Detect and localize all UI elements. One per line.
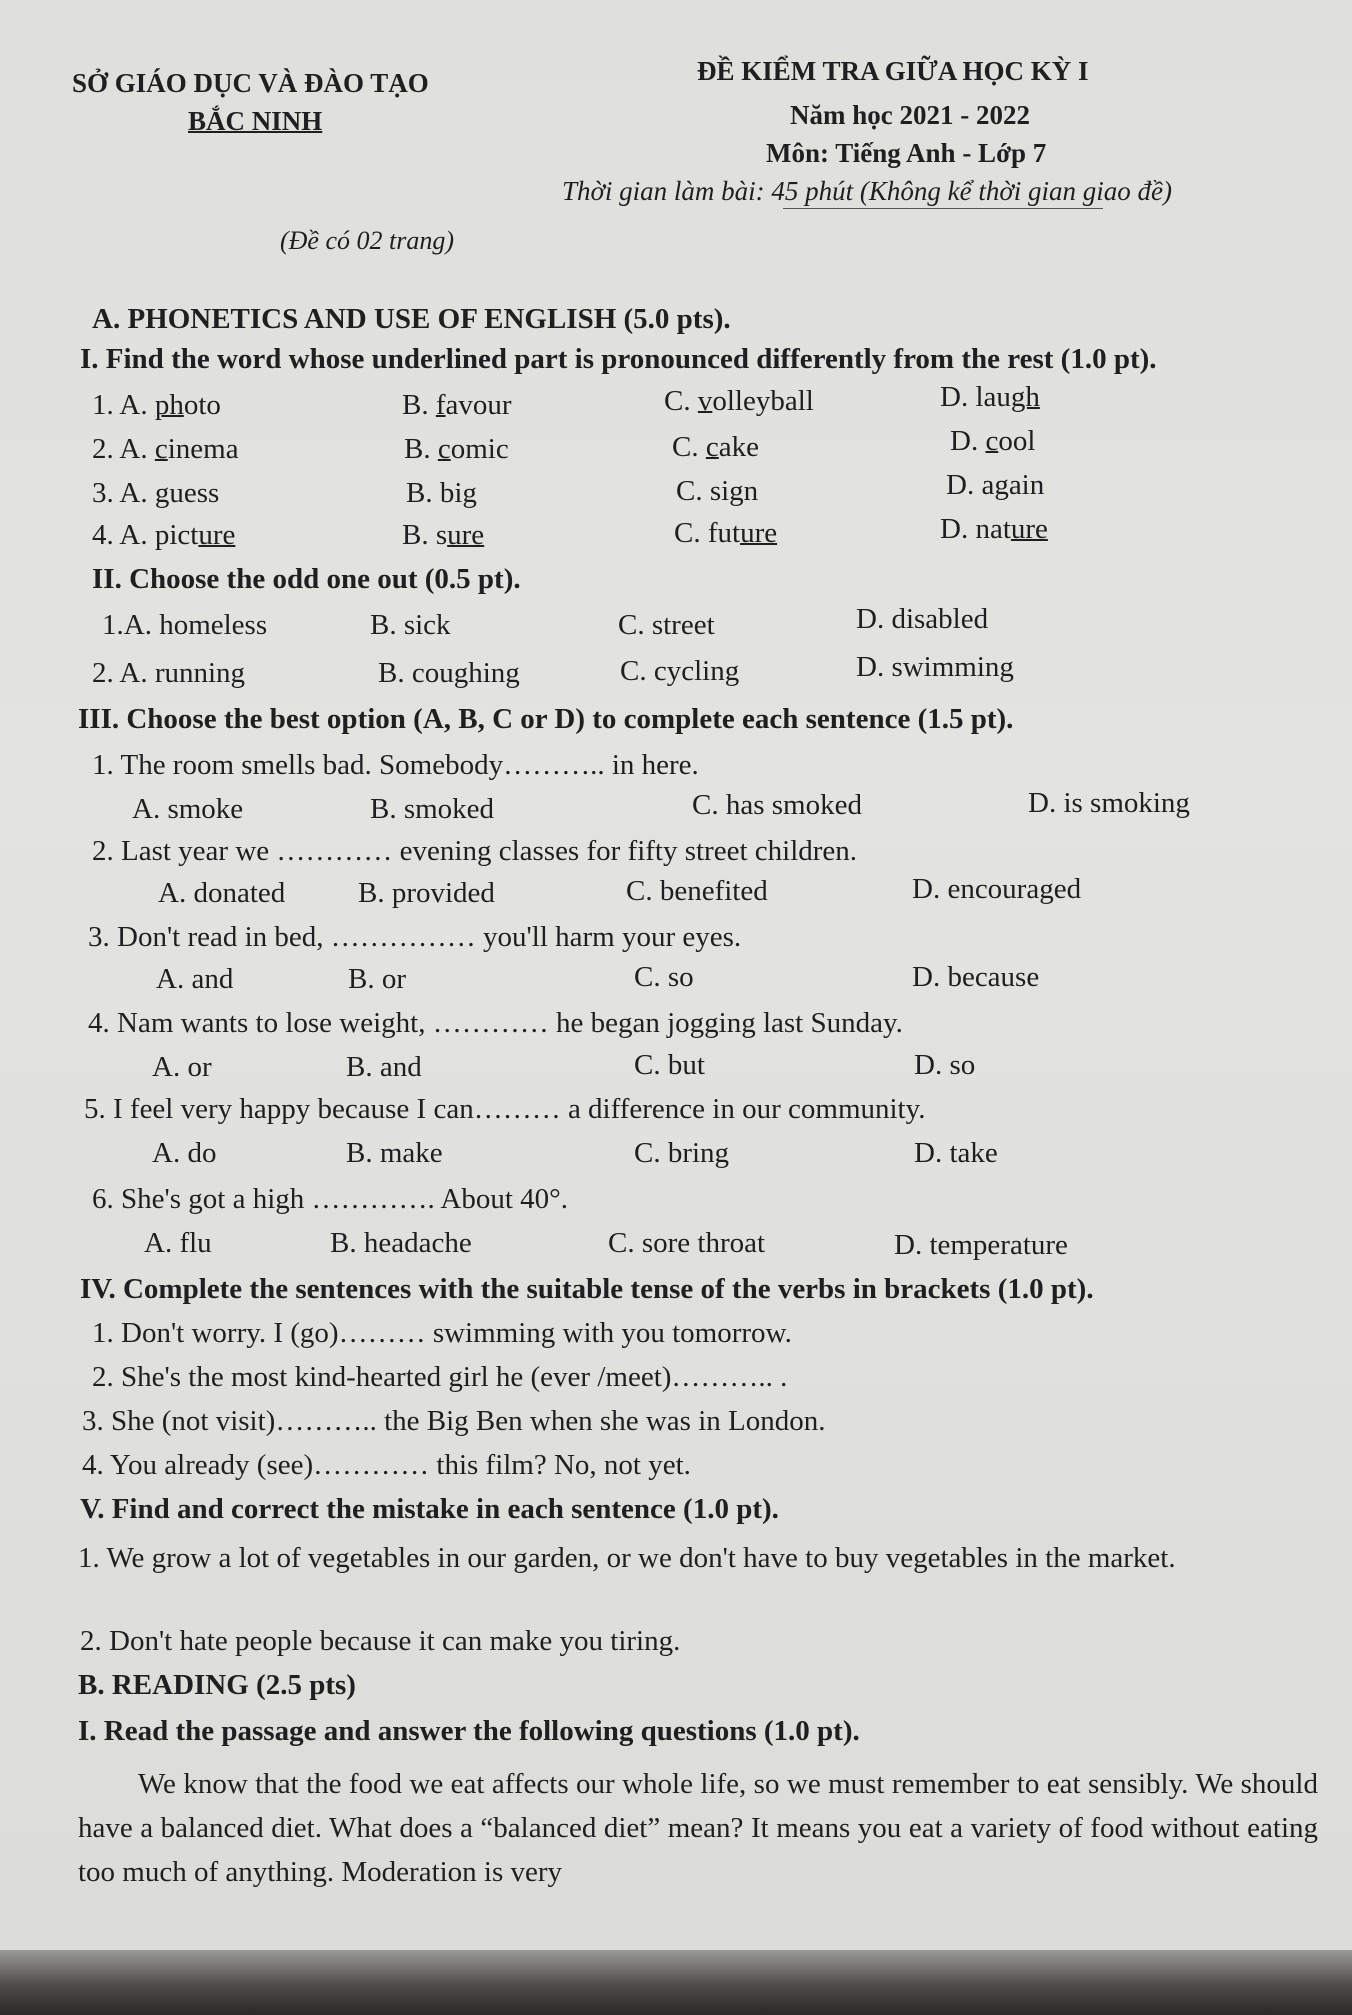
p2-q2-c: C. cycling	[620, 655, 740, 687]
p3-q3-c: C. so	[634, 961, 694, 993]
p1-q3-c: C. sign	[676, 475, 759, 507]
exam-title: ĐỀ KIỂM TRA GIỮA HỌC KỲ I	[697, 56, 1089, 86]
p1-q3-d: D. again	[946, 469, 1045, 501]
p2-q1-c: C. street	[618, 609, 715, 641]
p1-q3-b: B. big	[406, 477, 477, 509]
p4-q4: 4. You already (see)………… this film? No, not yet.	[82, 1449, 691, 1481]
p3-q6-stem: 6. She's got a high …………. About 40°.	[92, 1183, 568, 1215]
reading-part1-title: I. Read the passage and answer the following questions (1.0 pt).	[78, 1715, 860, 1747]
p3-q1-b: B. smoked	[370, 793, 495, 825]
p1-q1-d: D. laugh	[940, 381, 1040, 413]
p3-q2-d: D. encouraged	[912, 873, 1082, 905]
p4-q3: 3. She (not visit)……….. the Big Ben when she was in London.	[82, 1405, 826, 1437]
p2-q2-d: D. swimming	[856, 651, 1014, 683]
reading-passage: We know that the food we eat affects our whole life, so we must remember to eat sensibly. We should have a balanced diet. What does a “balanced diet” mean? It means you eat a variety of food without eating too much of anything. Moderation is very	[78, 1768, 1318, 1888]
p3-q4-b: B. and	[346, 1051, 422, 1083]
p1-q2-d: D. cool	[950, 425, 1036, 457]
p2-q2-b: B. coughing	[378, 657, 520, 689]
p3-q5-a: A. do	[152, 1137, 217, 1169]
p3-q2-b: B. provided	[358, 877, 495, 909]
p3-q4-c: C. but	[634, 1049, 705, 1081]
p3-q6-c: C. sore throat	[608, 1227, 766, 1259]
p3-q3-stem: 3. Don't read in bed, …………… you'll harm your eyes.	[88, 921, 742, 953]
time-underline	[783, 208, 1103, 209]
p3-q3-b: B. or	[348, 963, 406, 995]
p3-q5-c: C. bring	[634, 1137, 730, 1169]
p3-q1-d: D. is smoking	[1028, 787, 1190, 819]
p1-q1-a: 1. A. photo	[92, 389, 221, 421]
part4-title: IV. Complete the sentences with the suitable tense of the verbs in brackets (1.0 pt).	[80, 1273, 1094, 1305]
p3-q5-d: D. take	[914, 1137, 998, 1169]
p1-q1-b: B. favour	[402, 389, 512, 421]
p1-q2-b: B. comic	[404, 433, 509, 465]
p5-q1: 1. We grow a lot of vegetables in our garden, or we don't have to buy vegetables in the market.	[78, 1542, 1176, 1574]
p1-q2-a: 2. A. cinema	[92, 433, 239, 465]
p3-q3-a: A. and	[156, 963, 234, 995]
p3-q4-d: D. so	[914, 1049, 976, 1081]
p3-q4-a: A. or	[152, 1051, 212, 1083]
p3-q6-a: A. flu	[144, 1227, 212, 1259]
department-name: SỞ GIÁO DỤC VÀ ĐÀO TẠO	[72, 68, 429, 98]
p3-q2-a: A. donated	[158, 877, 286, 909]
p1-q4-d: D. nature	[940, 513, 1048, 545]
province-name: BẮC NINH	[188, 106, 323, 136]
exam-time: Thời gian làm bài: 45 phút (Không kể thời gian giao đề)	[562, 176, 1173, 206]
p1-q1-c: C. volleyball	[664, 385, 814, 417]
p4-q1: 1. Don't worry. I (go)……… swimming with you tomorrow.	[92, 1317, 792, 1349]
p3-q4-stem: 4. Nam wants to lose weight, ………… he began jogging last Sunday.	[88, 1007, 903, 1039]
p3-q2-stem: 2. Last year we ………… evening classes for fifty street children.	[92, 835, 858, 867]
p5-q2: 2. Don't hate people because it can make you tiring.	[80, 1625, 681, 1657]
p3-q1-stem: 1. The room smells bad. Somebody……….. in here.	[92, 749, 699, 781]
page-bottom-edge	[0, 1950, 1352, 2015]
p3-q6-d: D. temperature	[894, 1229, 1068, 1261]
part2-title: II. Choose the odd one out (0.5 pt).	[92, 563, 521, 595]
part1-title: I. Find the word whose underlined part is pronounced differently from the rest (1.0 pt).	[80, 343, 1157, 375]
p2-q2-a: 2. A. running	[92, 657, 246, 689]
p3-q1-c: C. has smoked	[692, 789, 862, 821]
p3-q6-b: B. headache	[330, 1227, 472, 1259]
p3-q1-a: A. smoke	[132, 793, 244, 825]
p1-q3-a: 3. A. guess	[92, 477, 220, 509]
p1-q2-c: C. cake	[672, 431, 759, 463]
part3-title: III. Choose the best option (A, B, C or D) to complete each sentence (1.5 pt).	[78, 703, 1014, 735]
part5-title: V. Find and correct the mistake in each sentence (1.0 pt).	[80, 1493, 779, 1525]
section-b-title: B. READING (2.5 pts)	[78, 1669, 356, 1701]
p4-q2: 2. She's the most kind-hearted girl he (ever /meet)……….. .	[92, 1361, 788, 1393]
section-a-title: A. PHONETICS AND USE OF ENGLISH (5.0 pts).	[92, 303, 731, 335]
p1-q4-c: C. future	[674, 517, 778, 549]
p2-q1-b: B. sick	[370, 609, 451, 641]
pages-note: (Đề có 02 trang)	[280, 226, 455, 255]
p2-q1-a: 1.A. homeless	[102, 609, 268, 641]
p3-q5-stem: 5. I feel very happy because I can……… a difference in our community.	[84, 1093, 926, 1125]
p2-q1-d: D. disabled	[856, 603, 989, 635]
subject-line: Môn: Tiếng Anh - Lớp 7	[766, 138, 1047, 168]
school-year: Năm học 2021 - 2022	[790, 100, 1030, 130]
p1-q4-a: 4. A. picture	[92, 519, 236, 551]
p3-q2-c: C. benefited	[626, 875, 768, 907]
p3-q5-b: B. make	[346, 1137, 443, 1169]
p3-q3-d: D. because	[912, 961, 1040, 993]
p1-q4-b: B. sure	[402, 519, 485, 551]
